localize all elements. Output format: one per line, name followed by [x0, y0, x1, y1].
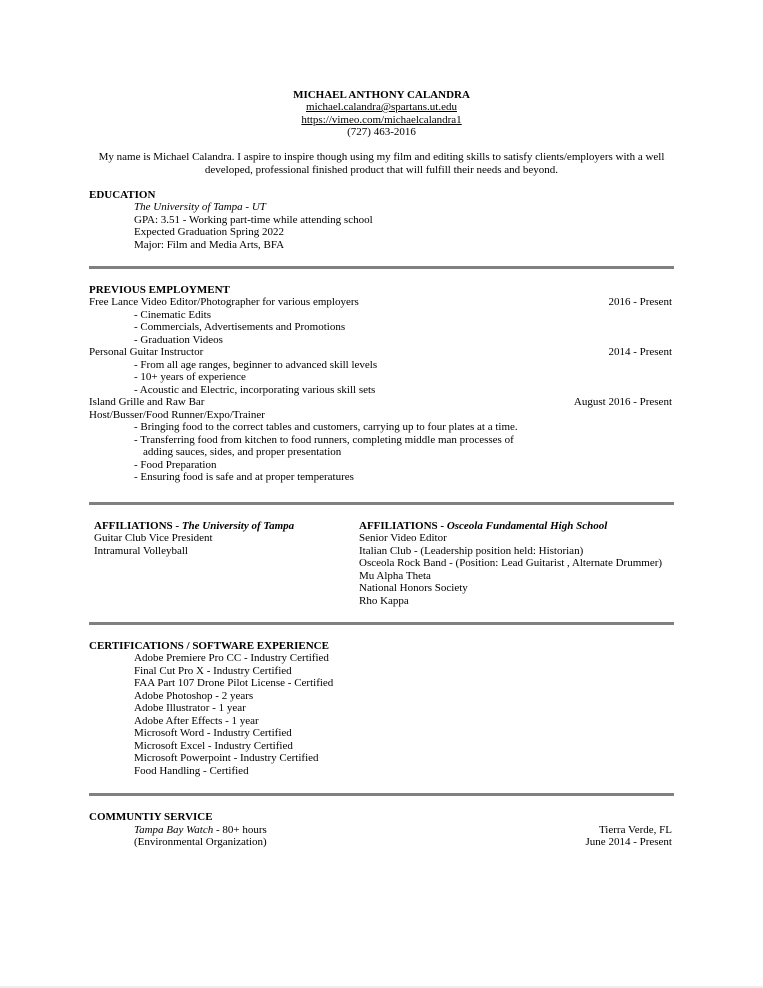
certifications-heading: CERTIFICATIONS / SOFTWARE EXPERIENCE	[89, 640, 329, 652]
community-org-line	[134, 824, 267, 837]
section-divider	[89, 502, 674, 505]
community-heading: COMMUNTIY SERVICE	[89, 811, 213, 823]
affiliation-item: Intramural Volleyball	[94, 545, 188, 557]
education-line: GPA: 3.51 - Working part-time while attending school	[134, 214, 373, 226]
community-dates: June 2014 - Present	[585, 836, 672, 848]
email-link[interactable]: michael.calandra@spartans.ut.edu	[306, 101, 457, 113]
education-heading: EDUCATION	[89, 189, 156, 201]
section-divider	[89, 622, 674, 625]
job-bullet: - Food Preparation	[134, 459, 217, 471]
education-line: Expected Graduation Spring 2022	[134, 226, 284, 238]
affiliations-ut-label: AFFILIATIONS -	[94, 520, 182, 532]
certification-item: Food Handling - Certified	[134, 765, 249, 777]
certification-item: FAA Part 107 Drone Pilot License - Certified	[134, 677, 334, 689]
certification-item: Adobe After Effects - 1 year	[134, 715, 259, 727]
certification-item: Adobe Photoshop - 2 years	[134, 690, 254, 702]
job-bullet: - From all age ranges, beginner to advanced skill levels	[134, 359, 378, 371]
job-title: Island Grille and Raw Bar	[89, 396, 205, 408]
job-bullet: - 10+ years of experience	[134, 371, 246, 383]
affiliations-hs-heading	[359, 520, 607, 533]
education-school: The University of Tampa - UT	[134, 201, 266, 213]
affiliation-item: Mu Alpha Theta	[359, 570, 431, 582]
certification-item: Microsoft Powerpoint - Industry Certified	[134, 752, 319, 764]
affiliation-item: Guitar Club Vice President	[94, 532, 213, 544]
job-bullet: - Ensuring food is safe and at proper temperatures	[134, 471, 354, 483]
community-location: Tierra Verde, FL	[598, 824, 672, 836]
affiliation-item: Senior Video Editor	[359, 532, 447, 544]
phone-number: (727) 463-2016	[347, 126, 416, 138]
job-dates: 2014 - Present	[608, 346, 672, 358]
email-link-row	[0, 101, 763, 114]
certification-item: Microsoft Word - Industry Certified	[134, 727, 292, 739]
job-title: Personal Guitar Instructor	[89, 346, 204, 358]
job-bullet: - Commercials, Advertisements and Promotions	[134, 321, 346, 333]
job-bullet-continuation: adding sauces, sides, and proper presentation	[143, 446, 342, 458]
certification-item: Adobe Premiere Pro CC - Industry Certified	[134, 652, 329, 664]
certification-item: Adobe Illustrator - 1 year	[134, 702, 246, 714]
job-bullet: - Bringing food to the correct tables and customers, carrying up to four plates at a time.	[134, 421, 518, 433]
affiliations-hs-label: AFFILIATIONS -	[359, 520, 447, 532]
summary-statement: My name is Michael Calandra. I aspire to inspire though using my film and editing skills to satisfy clients/employers with a well developed, professional finished product that will fulfill their needs and beyond.	[98, 151, 665, 176]
candidate-name: MICHAEL ANTHONY CALANDRA	[293, 89, 470, 101]
affiliations-hs-org: Osceola Fundamental High School	[446, 520, 608, 532]
education-line: Major: Film and Media Arts, BFA	[134, 239, 285, 251]
community-org: Tampa Bay Watch	[134, 824, 214, 836]
certification-item: Microsoft Excel - Industry Certified	[134, 740, 293, 752]
website-link-row	[0, 114, 763, 127]
affiliation-item: Osceola Rock Band - (Position: Lead Guitarist , Alternate Drummer)	[359, 557, 663, 569]
job-dates: 2016 - Present	[608, 296, 672, 308]
certification-item: Final Cut Pro X - Industry Certified	[134, 665, 292, 677]
community-note: (Environmental Organization)	[134, 836, 267, 848]
affiliations-ut-org: The University of Tampa	[181, 520, 295, 532]
community-hours: - 80+ hours	[213, 824, 267, 836]
affiliations-ut-heading	[94, 520, 294, 533]
job-bullet: - Acoustic and Electric, incorporating various skill sets	[134, 384, 376, 396]
job-dates: August 2016 - Present	[573, 396, 672, 408]
section-divider	[89, 266, 674, 269]
job-subtitle: Host/Busser/Food Runner/Expo/Trainer	[89, 409, 265, 421]
employment-heading: PREVIOUS EMPLOYMENT	[89, 284, 230, 296]
job-bullet: - Cinematic Edits	[134, 309, 211, 321]
affiliation-item: Italian Club - (Leadership position held: Historian)	[359, 545, 584, 557]
website-link[interactable]: https://vimeo.com/michaelcalandra1	[301, 114, 462, 126]
job-bullet: - Transferring food from kitchen to food runners, completing middle man processes of	[134, 434, 514, 446]
affiliation-item: Rho Kappa	[359, 595, 409, 607]
job-bullet: - Graduation Videos	[134, 334, 223, 346]
job-title: Free Lance Video Editor/Photographer for various employers	[89, 296, 359, 308]
section-divider	[89, 793, 674, 796]
affiliation-item: National Honors Society	[359, 582, 468, 594]
